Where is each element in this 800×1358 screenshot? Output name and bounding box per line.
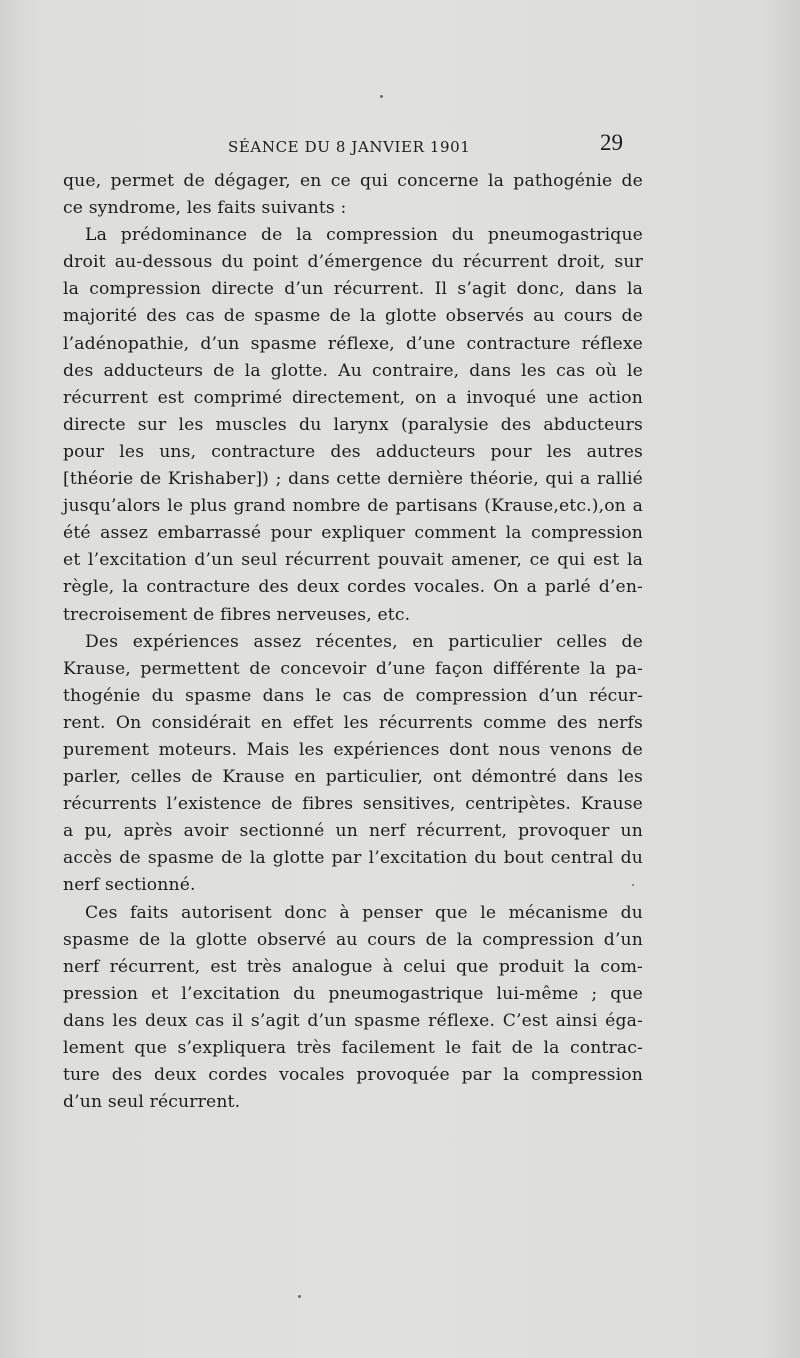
text-line: dans les deux cas il s’agit d’un spasme réflexe. C’est ainsi éga- <box>63 1010 643 1031</box>
text-line: a pu, après avoir sectionné un nerf récurrent, provoquer un <box>63 821 643 842</box>
text-line: lement que s’expliquera très facilement le fait de la contrac- <box>63 1038 643 1058</box>
text-line: des adducteurs de la glotte. Au contraire, dans les cas où le <box>63 360 643 381</box>
text-line: rent. On considérait en effet les récurrents comme des nerfs <box>63 712 643 733</box>
text-line: l’adénopathie, d’un spasme réflexe, d’une contracture réflexe <box>63 333 643 354</box>
text-line: d’un seul récurrent. <box>63 1092 241 1113</box>
paper-speck <box>298 1295 301 1298</box>
page-header <box>228 130 623 160</box>
text-line: jusqu’alors le plus grand nombre de partisans (Krause,etc.),on a <box>63 496 643 517</box>
text-line: droit au-dessous du point d’émergence du récurrent droit, sur <box>63 252 643 273</box>
text-line: récurrent est comprimé directement, on a invoqué une action <box>63 387 643 408</box>
text-line: nerf récurrent, est très analogue à celui que produit la com- <box>63 956 643 977</box>
text-line: ce syndrome, les faits suivants : <box>63 198 347 219</box>
paper-speck <box>380 95 383 98</box>
paragraph-first-line: La prédominance de la compression du pneumogastrique <box>85 225 643 246</box>
text-line: été assez embarrassé pour expliquer comment la compression <box>63 523 643 544</box>
text-line: pour les uns, contracture des adducteurs pour les autres <box>63 441 643 462</box>
paper-speck <box>632 884 634 886</box>
text-line: trecroisement de fibres nerveuses, etc. <box>63 604 411 625</box>
text-line: et l’excitation d’un seul récurrent pouvait amener, ce qui est la <box>63 550 643 571</box>
paragraph-first-line: Des expériences assez récentes, en particulier celles de <box>85 631 643 652</box>
text-line: spasme de la glotte observé au cours de la compression d’un <box>63 929 643 950</box>
text-line: directe sur les muscles du larynx (paralysie des abducteurs <box>63 414 643 435</box>
paragraph-first-line: Ces faits autorisent donc à penser que le mécanisme du <box>85 902 643 923</box>
text-line: la compression directe d’un récurrent. Il s’agit donc, dans la <box>63 279 643 300</box>
text-line: accès de spasme de la glotte par l’excitation du bout central du <box>63 848 643 869</box>
text-line: règle, la contracture des deux cordes vocales. On a parlé d’en- <box>63 577 643 598</box>
body-text <box>63 168 643 1116</box>
text-line: [théorie de Krishaber]) ; dans cette dernière théorie, qui a rallié <box>63 469 643 490</box>
text-line: purement moteurs. Mais les expériences dont nous venons de <box>63 739 643 760</box>
text-line: pression et l’excitation du pneumogastrique lui-même ; que <box>63 983 643 1004</box>
text-line: majorité des cas de spasme de la glotte observés au cours de <box>63 306 643 327</box>
page-number: 29 <box>600 130 623 155</box>
text-line: que, permet de dégager, en ce qui concerne la pathogénie de <box>63 171 643 191</box>
text-line: récurrents l’existence de fibres sensitives, centripètes. Krause <box>63 794 643 815</box>
text-line: Krause, permettent de concevoir d’une façon différente la pa- <box>63 658 643 679</box>
text-line: parler, celles de Krause en particulier, ont démontré dans les <box>63 767 643 788</box>
text-line: nerf sectionné. <box>63 875 196 896</box>
text-line: ture des deux cordes vocales provoquée par la compression <box>63 1065 643 1086</box>
running-head: SÉANCE DU 8 JANVIER 1901 <box>228 138 471 156</box>
text-line: thogénie du spasme dans le cas de compression d’un récur- <box>63 685 643 706</box>
